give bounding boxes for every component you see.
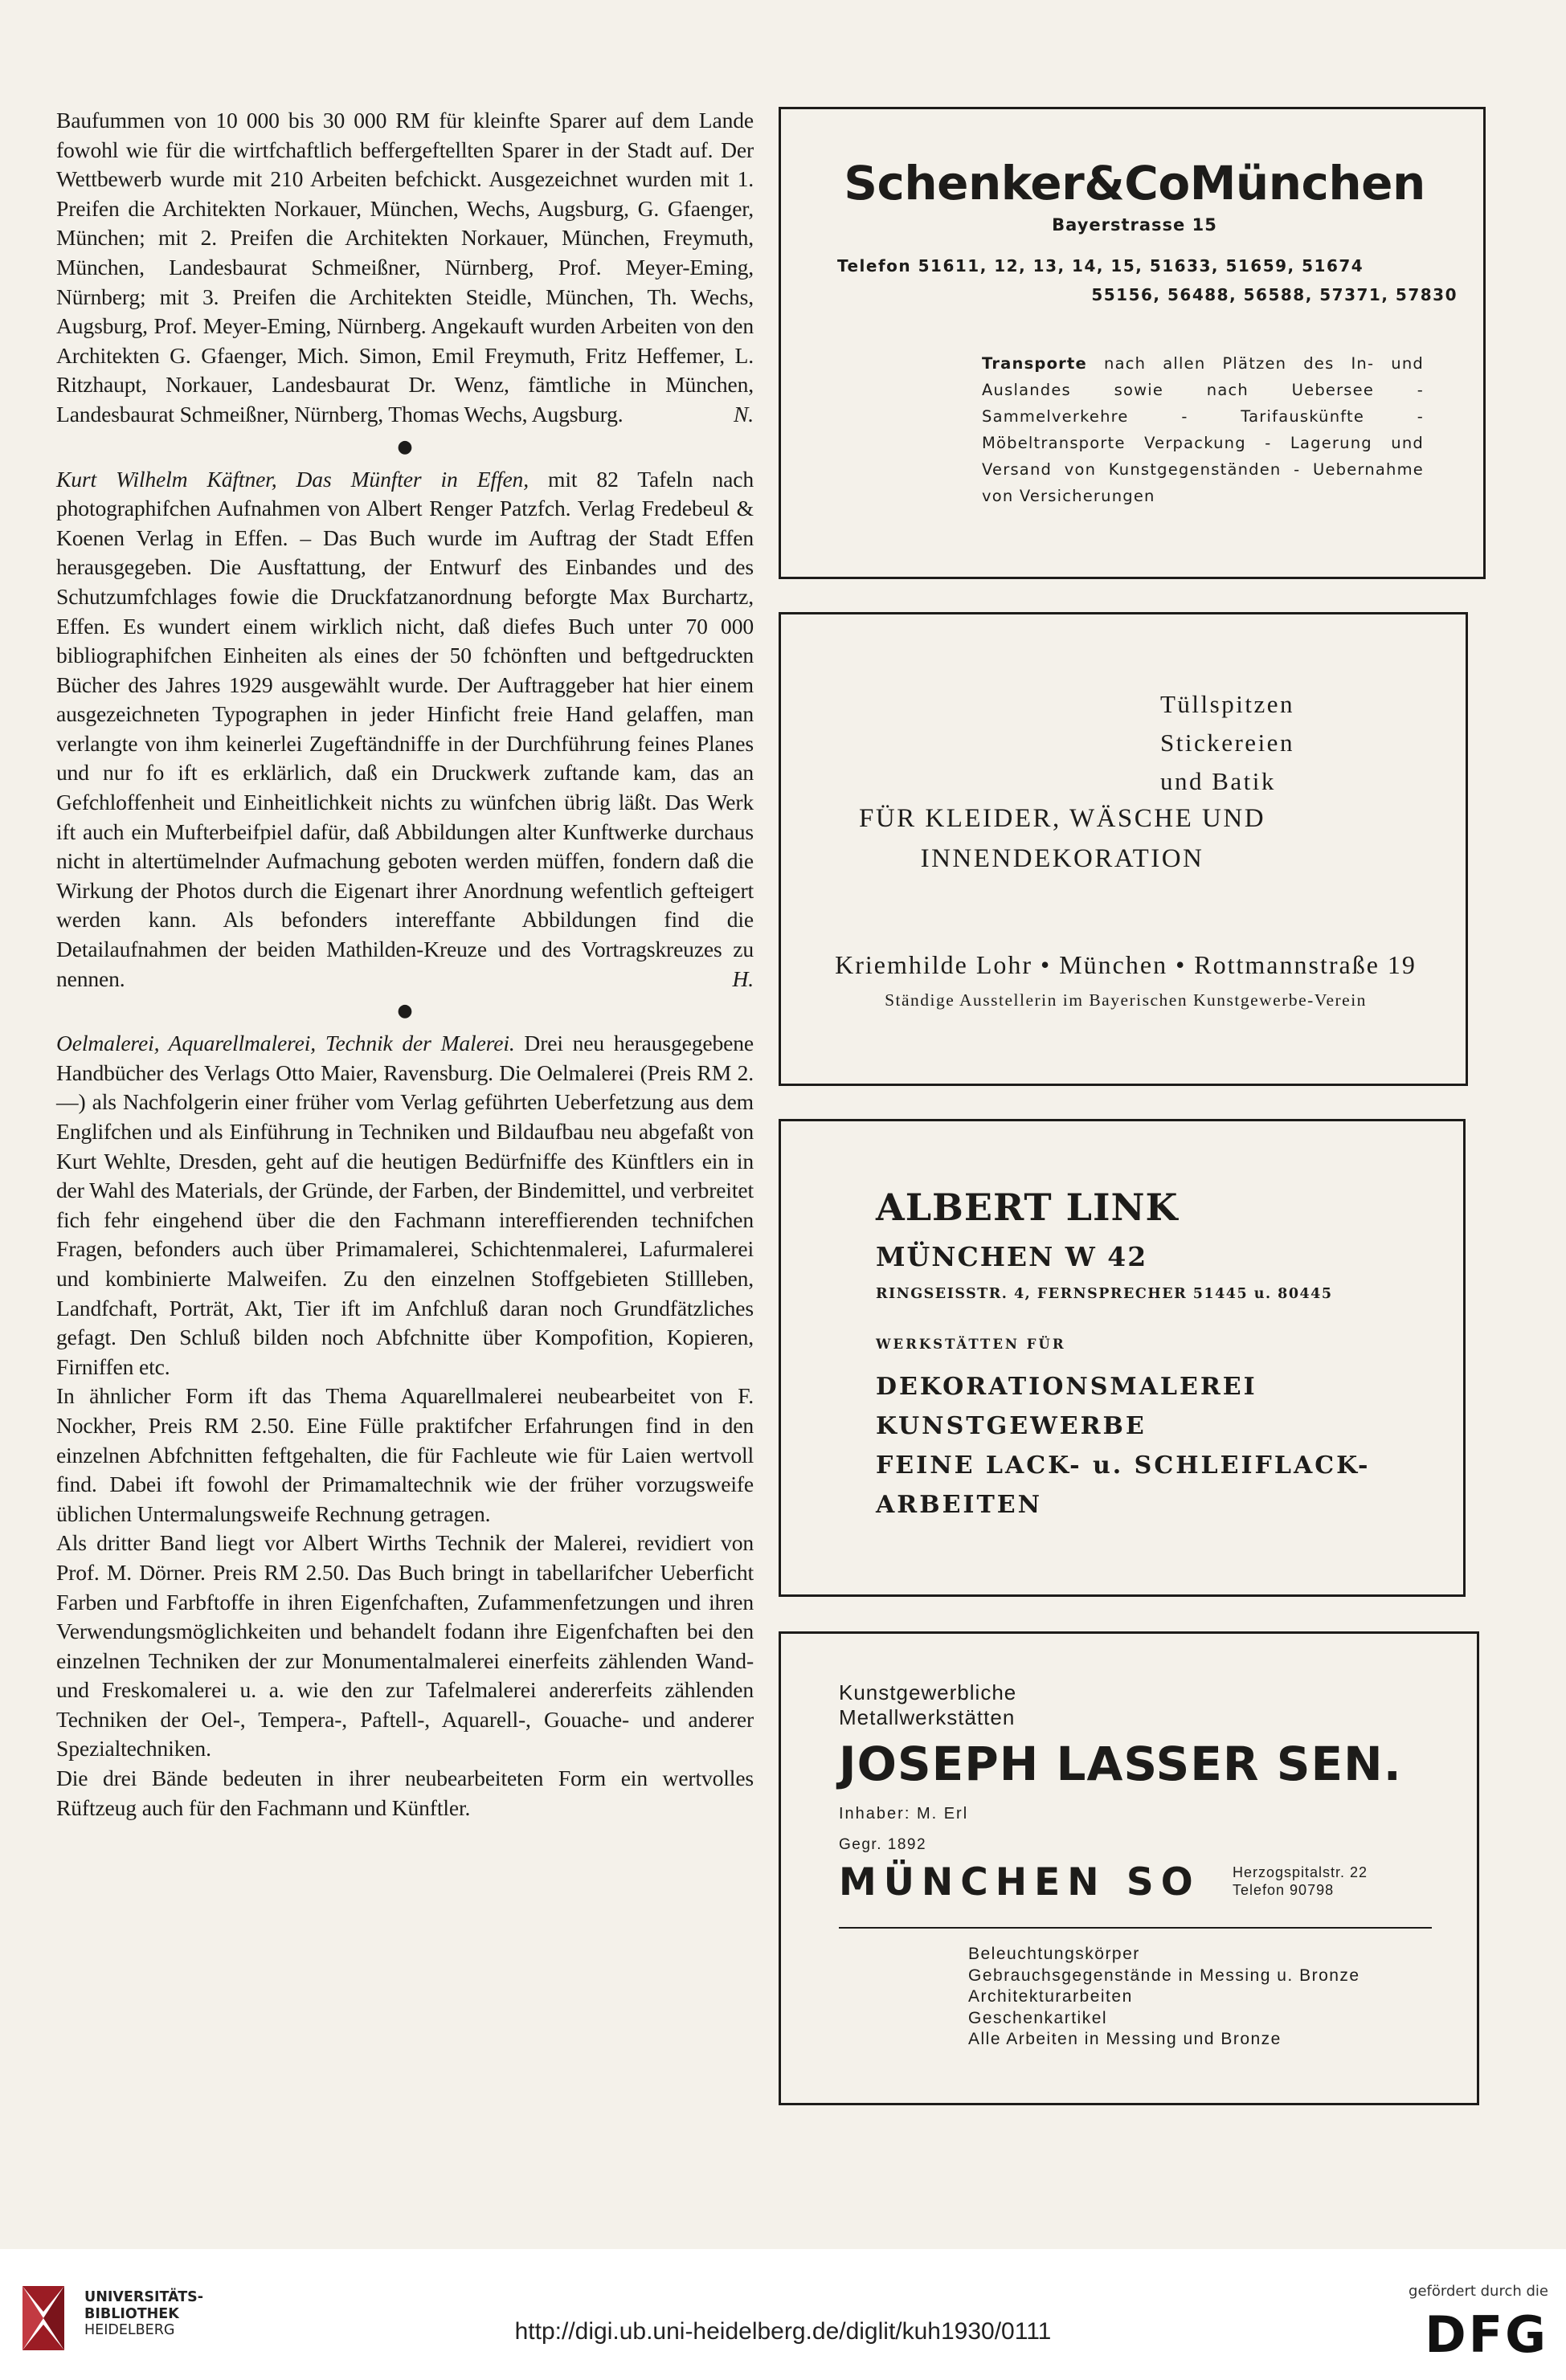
product-item: Geschenkartikel [968, 2008, 1108, 2027]
article-paragraph: In ähnlicher Form ift das Thema Aquarellmalerei neubearbeitet von F. Nockher, Preis RM 2.50. Eine Fülle praktifcher Erfahrungen find in den einzelnen Abfchnitten feftgehalten, die für Fachleute wie für Laien wertvoll find. Dabei ift fowohl der Primamaltechnik wie der früher vorzugsweife üblichen Untermalungsweife Rechnung getragen. [56, 1383, 754, 1526]
product-list [1160, 685, 1369, 801]
digitization-footer [0, 2249, 1566, 2380]
section-separator: ● [397, 1001, 413, 1022]
services-description: nach allen Plätzen des In- und Auslandes sowie nach Uebersee - Sammelverkehre - Tarifauskünfte - Möbeltransporte Verpackung - Lagerung und Versand von Kunstgegenständen - Uebernahme von Versicherungen [982, 354, 1424, 505]
intro-line: Kunstgewerbliche [839, 1680, 1017, 1704]
trade-item: DEKORATIONSMALEREI [876, 1373, 1257, 1401]
dfg-logo: DFG [1425, 2305, 1548, 2364]
library-name-line: BIBLIOTHEK [84, 2305, 179, 2322]
purpose-line: INNENDEKORATION [920, 844, 1204, 873]
product-item: Alle Arbeiten in Messing und Bronze [968, 2030, 1282, 2048]
product-list [968, 1944, 1360, 2051]
article-column [56, 106, 754, 1823]
author-initial: H. [732, 965, 754, 991]
paragraph-text: mit 82 Tafeln nach photographifchen Aufnahmen von Albert Renger Patzfch. Verlag Fredebeul & Koenen Verlag in Effen. – Das Buch wurde im Auftrag der Stadt Effen herausgegeben. Die Ausftattung, der Entwurf des Einbandes und des Schutzumfchlages fowie die Druckfatzanordnung beforgte Max Burchartz, Effen. Es wundert einem wirklich nicht, daß diefes Buch unter 70 000 bibliographifchen Einheiten als eines der 50 fchönften und beftgedruckten Bücher des Jahres 1929 ausgewählt wurde. Der Auftraggeber hat hier einem ausgezeichneten Typographen in jeder Hinficht freie Hand gelaffen, man verlangte von ihm keinerlei Zugeftändniffe in der Durchführung feines Planes und nur fo ift es erklärlich, daß ein Druckwerk zuftande kam, das an Gefchloffenheit und Einheitlichkeit nichts zu wünfchen übrig läßt. Das Werk ift auch ein Mufterbeifpiel dafür, daß Abbildungen alter Kunftwerke durchaus nicht in altertümelnder Aufmachung geboten werden müffen, fondern daß die Wirkung der Photos durch die Eigenart ihrer Anordnung wefentlich gefteigert werden kann. Als befonders intereffante Abbildungen find die Detailaufnahmen der beiden Mathilden-Kreuze und des Vortragskreuzes zu nennen. [56, 466, 754, 991]
company-city: MÜNCHEN W 42 [876, 1241, 1148, 1272]
company-owner: Inhaber: M. Erl [839, 1805, 969, 1823]
article-paragraph [56, 1029, 754, 1382]
paragraph-text: Drei neu herausgegebene Handbücher des Verlags Otto Maier, Ravensburg. Die Oelmalerei (Preis RM 2.—) als Nachfolgerin einer früher vom Verlag geführten Ueberfetzung aus dem Englifchen und als Einführung in Techniken und Bildaufbau neu abgefaßt von Kurt Wehlte, Dresden, geht auf die heutigen Bedürfniffe des Künftlers ein in der Wahl des Materials, der Gründe, der Farben, der Bindemittel, und verbreitet fich fehr eingehend über die den Fachmann intereffierenden technifchen Fragen, befonders auch über Primamalerei, Schichtenmalerei, Lafurmalerei und kombinierte Malweifen. Zu den einzelnen Stoffgebieten Stillleben, Landfchaft, Porträt, Akt, Tier ift im Anfchluß daran noch Grundfätzliches gefagt. Den Schluß bilden noch Abfchnitte über Kompofition, Kopieren, Firniffen etc. [56, 1031, 754, 1379]
company-address: Bayerstrasse 15 [1052, 215, 1217, 235]
telefon-number: Telefon 90798 [1233, 1882, 1335, 1898]
paragraph-text: Baufummen von 10 000 bis 30 000 RM für kleinfte Sparer auf dem Lande fowohl wie für die wirtfchaftlich beffergeftellten Sparer in der Stadt auf. Der Wettbewerb wurde mit 210 Arbeiten befchickt. Ausgezeichnet wurden mit 1. Preifen die Architekten Norkauer, München, Wechs, Augsburg, G. Gfaenger, München; mit 2. Preifen die Architekten Norkauer, München, Freymuth, München, Landesbaurat Schmeißner, Nürnberg, Prof. Meyer-Eming, Nürnberg; mit 3. Preifen die Architekten Steidle, München, Th. Wechs, Augsburg, Prof. Meyer-Eming, Nürnberg. Angekauft wurden Arbeiten von den Architekten G. Gfaenger, Mich. Simon, Emil Freymuth, Fritz Heffemer, L. Ritzhaupt, Norkauer, Landesbaurat Dr. Wenz, fämtliche in München, Landesbaurat Schmeißner, Nürnberg, Thomas Wechs, Augsburg. [56, 108, 754, 427]
company-contact [1233, 1864, 1368, 1899]
services-heading: Transporte [982, 354, 1087, 373]
product-item: Beleuchtungskörper [968, 1945, 1140, 1963]
street-address: Herzogspitalstr. 22 [1233, 1864, 1368, 1880]
book-title: Kurt Wilhelm Käftner, Das Münfter in Effen, [56, 466, 529, 492]
advertisement-lohr [779, 612, 1468, 1086]
source-url-link[interactable]: http://digi.ub.uni-heidelberg.de/diglit/kuh1930/0111 [514, 2318, 1052, 2345]
company-intro [839, 1680, 1016, 1730]
library-name-line: UNIVERSITÄTS- [84, 2289, 204, 2305]
intro-line: Metallwerkstätten [839, 1705, 1016, 1729]
purpose-line: FÜR KLEIDER, WÄSCHE UND [858, 804, 1266, 833]
advertisement-link [779, 1119, 1466, 1597]
product-item: Architekturarbeiten [968, 1987, 1133, 2006]
services-text [982, 350, 1424, 509]
product-item: Tüllspitzen [1160, 690, 1294, 718]
article-paragraph: Als dritter Band liegt vor Albert Wirths Technik der Malerei, revidiert von Prof. M. Dörner. Preis RM 2.50. Das Buch bringt in tabellarifcher Ueberficht Farben und Farbftoffe in ihren Eigenfchaften, Zufammenfetzungen und ihren Verwendungsmöglichkeiten und behandelt fodann ihre Eigenfchaften bei den einzelnen Techniken der zur Monumentalmalerei einerfeits zählenden Wand- und Freskomalerei u. a. wie den zur Tafelmalerei andererfeits zählenden Techniken der Oel-, Tempera-, Paftell-, Aquarell-, Gouache- und anderer Spezialtechniken. [56, 1530, 754, 1762]
telefon-line: Telefon 51611, 12, 13, 14, 15, 51633, 51659, 51674 [837, 256, 1364, 276]
trade-item: ARBEITEN [876, 1491, 1043, 1519]
trade-item: KUNSTGEWERBE [876, 1412, 1147, 1440]
company-name: ALBERT LINK [876, 1186, 1179, 1229]
telefon-line: 55156, 56488, 56588, 57371, 57830 [1091, 285, 1458, 304]
trade-item: FEINE LACK- u. SCHLEIFLACK- [876, 1451, 1371, 1480]
advertisement-lasser [779, 1631, 1479, 2105]
book-title: Oelmalerei, Aquarellmalerei, Technik der Malerei. [56, 1031, 515, 1056]
author-initial: N. [733, 401, 754, 427]
company-signature: Kriemhilde Lohr • München • Rottmannstraße 19 [835, 950, 1417, 979]
article-paragraph: Die drei Bände bedeuten in ihrer neubearbeiteten Form ein wertvolles Rüftzeug auch für den Fachmann und Künftler. [56, 1766, 754, 1820]
company-subtitle: Ständige Ausstellerin im Bayerischen Kunstgewerbe-Verein [885, 990, 1367, 1010]
article-paragraph [56, 106, 754, 430]
section-separator: ● [397, 436, 413, 457]
trades-list [876, 1367, 1370, 1525]
company-city: MÜNCHEN SO [839, 1860, 1200, 1904]
product-item: Stickereien [1160, 729, 1294, 757]
product-item: und Batik [1160, 767, 1276, 795]
divider [839, 1927, 1432, 1929]
funding-note: gefördert durch die [1409, 2283, 1548, 2300]
founded-year: Gegr. 1892 [839, 1836, 927, 1853]
company-name: Schenker&CoMünchen [844, 156, 1425, 210]
company-name: JOSEPH LASSER SEN. [839, 1737, 1402, 1791]
library-name-line: HEIDELBERG [84, 2322, 175, 2338]
article-paragraph [56, 465, 754, 994]
company-address: RINGSEISSTR. 4, FERNSPRECHER 51445 u. 80445 [876, 1286, 1333, 1302]
product-item: Gebrauchsgegenstände in Messing u. Bronze [968, 1966, 1360, 1985]
advertisement-schenker [779, 107, 1486, 579]
workshops-label: WERKSTÄTTEN FÜR [876, 1337, 1066, 1352]
